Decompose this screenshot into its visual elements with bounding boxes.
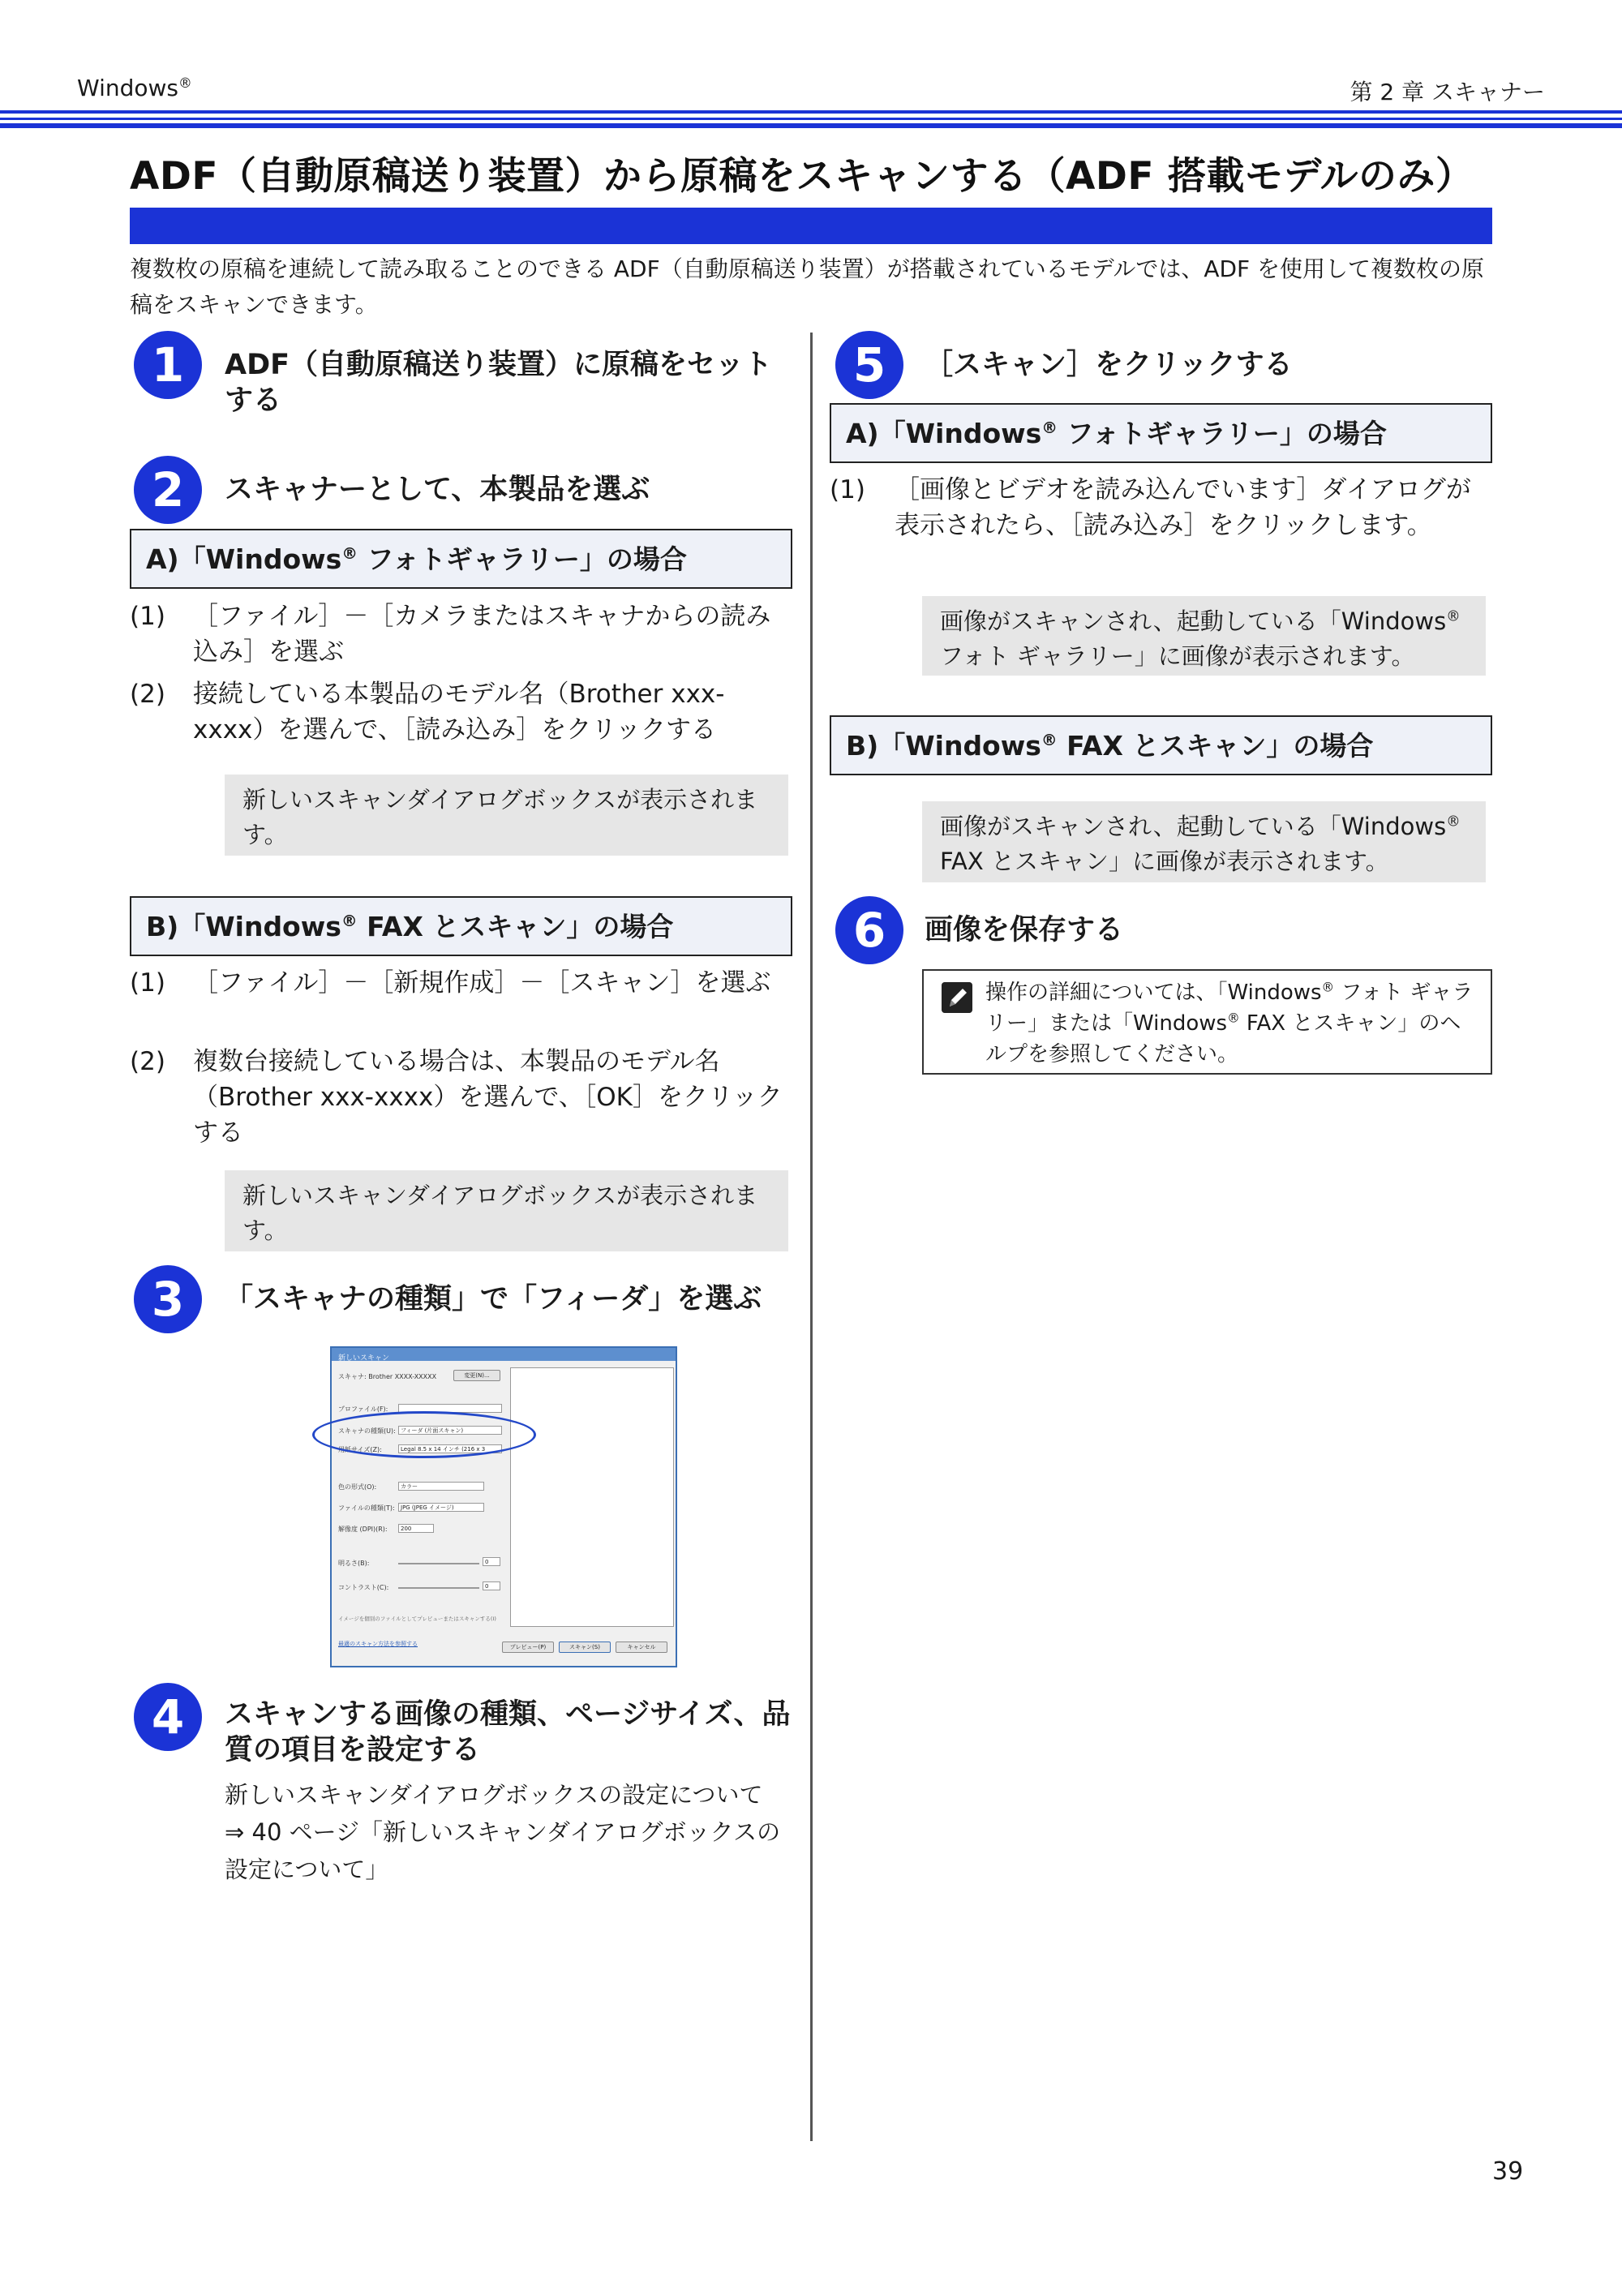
dialog-title: 新しいスキャン <box>338 1354 390 1363</box>
step-1-number: 1 <box>134 331 202 399</box>
dialog-contrast-value[interactable]: 0 <box>483 1581 500 1590</box>
step-5-title: ［スキャン］をクリックする <box>925 349 1293 381</box>
dialog-dpi-label: 解像度 (DPI)(R): <box>338 1526 388 1533</box>
highlight-oval <box>312 1411 536 1458</box>
dialog-contrast-slider[interactable] <box>398 1587 479 1589</box>
step-6-tip: 操作の詳細については、「Windows® フォト ギャラリー」または「Windows® FAX とスキャン」のヘルプを参照してください。 <box>922 969 1492 1075</box>
step-4-ref-link[interactable]: ⇒ 40 ページ「新しいスキャンダイアログボックスの設定について」 <box>225 1818 781 1883</box>
dialog-color-select[interactable]: カラー <box>398 1482 484 1491</box>
dialog-preview-button[interactable]: プレビュー(P) <box>502 1642 554 1653</box>
step-3-title: 「スキャナの種類」で「フィーダ」を選ぶ <box>225 1283 762 1315</box>
pencil-note-icon <box>942 982 972 1013</box>
dialog-filetype-select[interactable]: JPG (JPEG イメージ) <box>398 1503 484 1512</box>
dialog-brightness-value[interactable]: 0 <box>483 1557 500 1566</box>
step-4-reference <box>225 1776 800 1888</box>
dialog-filetype-label: ファイルの種類(T): <box>338 1504 395 1512</box>
step-2b-item-1: (1) ［ファイル］－［新規作成］－［スキャン］を選ぶ <box>130 968 771 998</box>
intro-paragraph: 複数枚の原稿を連続して読み取ることのできる ADF（自動原稿送り装置）が搭載されているモデルでは、ADF を使用して複数枚の原稿をスキャンできます。 <box>130 255 1485 318</box>
step-2-title: スキャナーとして、本製品を選ぶ <box>225 474 650 506</box>
step-2-subhead-a: A)「Windows® フォトギャラリー」の場合 <box>130 529 792 589</box>
step-5-number: 5 <box>835 331 903 399</box>
dialog-titlebar <box>332 1348 676 1361</box>
dialog-paper-select[interactable]: Legal 8.5 x 14 インチ (216 x 3 <box>398 1444 502 1453</box>
dialog-source-label: スキャナの種類(U): <box>338 1427 396 1435</box>
header-left-text: Windows <box>77 75 178 101</box>
step-2-subhead-b: B)「Windows® FAX とスキャン」の場合 <box>130 896 792 956</box>
dialog-contrast-label: コントラスト(C): <box>338 1584 389 1591</box>
step-5-subhead-a: A)「Windows® フォトギャラリー」の場合 <box>830 403 1492 463</box>
step-2b-note: 新しいスキャンダイアログボックスが表示されます。 <box>225 1170 788 1251</box>
step-4-title: スキャンする画像の種類、ページサイズ、品質の項目を設定する <box>225 1698 791 1766</box>
title-bar <box>130 208 1492 244</box>
dialog-dpi-input[interactable]: 200 <box>398 1524 434 1533</box>
step-4-number: 4 <box>134 1683 202 1751</box>
header-rule <box>0 110 1622 135</box>
dialog-change-button[interactable]: 変更(N)... <box>453 1370 500 1381</box>
step-4-ref-line-1: 新しいスキャンダイアログボックスの設定について <box>225 1781 763 1809</box>
dialog-cancel-button[interactable]: キャンセル <box>616 1642 667 1653</box>
page-number: 39 <box>1492 2157 1524 2186</box>
step-2-number: 2 <box>134 456 202 524</box>
step-1-title: ADF（自動原稿送り装置）に原稿をセットする <box>225 349 773 417</box>
dialog-separate-files-checkbox[interactable]: イメージを個別のファイルとしてプレビューまたはスキャンする(I) <box>338 1616 496 1622</box>
step-5a-note: 画像がスキャンされ、起動している「Windows® フォト ギャラリー」に画像が表示されます。 <box>922 596 1486 676</box>
step-6-number: 6 <box>835 896 903 964</box>
step-6-title: 画像を保存する <box>925 914 1124 946</box>
step-2a-item-2: (2) 接続している本製品のモデル名（Brother xxx-xxxx）を選んで、［読み込み］をクリックする <box>130 680 725 745</box>
step-2b-item-2: (2) 複数台接続している場合は、本製品のモデル名（Brother xxx-xxxx）を選んで、［OK］をクリックする <box>130 1047 783 1148</box>
dialog-paper-label: 用紙サイズ(Z): <box>338 1446 382 1453</box>
dialog-scanner-label: スキャナ: Brother XXXX-XXXXX <box>338 1373 437 1380</box>
step-2a-item-1: (1) ［ファイル］－［カメラまたはスキャナからの読み込み］を選ぶ <box>130 602 771 667</box>
dialog-preview-area <box>510 1367 674 1627</box>
header-chapter: 第 2 章 スキャナー <box>1350 79 1545 105</box>
dialog-brightness-slider[interactable] <box>398 1563 479 1564</box>
dialog-color-label: 色の形式(O): <box>338 1483 377 1491</box>
dialog-help-link[interactable]: 最適のスキャン方法を参照する <box>338 1641 418 1647</box>
header-left <box>77 75 192 101</box>
step-5b-note: 画像がスキャンされ、起動している「Windows® FAX とスキャン」に画像が表示されます。 <box>922 801 1486 882</box>
step-2a-note: 新しいスキャンダイアログボックスが表示されます。 <box>225 775 788 856</box>
step-5-subhead-b: B)「Windows® FAX とスキャン」の場合 <box>830 715 1492 775</box>
dialog-profile-label: プロファイル(F): <box>338 1405 388 1413</box>
page-title: ADF（自動原稿送り装置）から原稿をスキャンする（ADF 搭載モデルのみ） <box>130 154 1474 199</box>
dialog-source-select[interactable]: フィーダ (片面スキャン) <box>398 1426 502 1435</box>
dialog-scan-button[interactable]: スキャン(S) <box>559 1642 611 1653</box>
scan-dialog-screenshot <box>330 1346 677 1667</box>
step-5a-item-1: (1) ［画像とビデオを読み込んでいます］ダイアログが表示されたら、［読み込み］をクリックします。 <box>830 475 1471 540</box>
step-3-number: 3 <box>134 1265 202 1333</box>
column-divider <box>810 333 813 2141</box>
reg-mark: ® <box>178 74 192 91</box>
dialog-brightness-label: 明るさ(B): <box>338 1560 370 1567</box>
